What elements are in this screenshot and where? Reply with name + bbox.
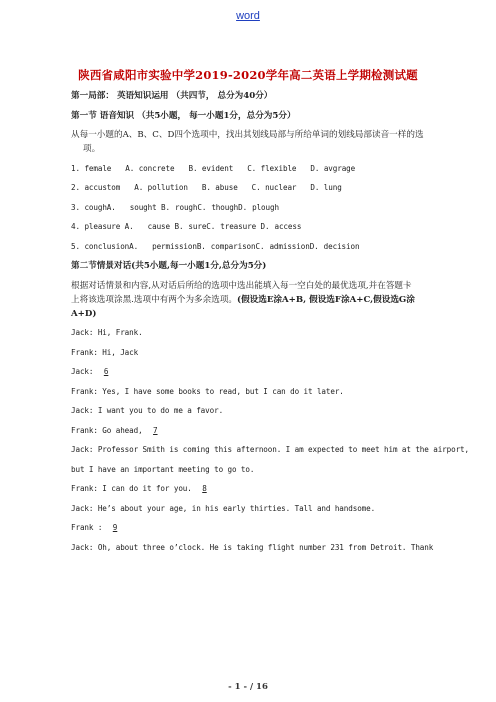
answer-option: D. lung xyxy=(310,183,342,192)
page-number: - 1 - / 16 xyxy=(228,682,268,692)
section2-instruction-cont xyxy=(71,294,433,306)
answer-option: sought B. xyxy=(129,202,170,212)
instruction-bold: (假设选E涂A+B, 假设选F涂A+C,假设选G涂 xyxy=(237,294,415,305)
dialogue-line xyxy=(71,464,433,476)
answer-option: B. evident xyxy=(188,163,234,173)
dialogue-text: but I have an important meeting to go to. xyxy=(71,464,255,474)
dialogue-line xyxy=(71,366,433,378)
section1-heading: 第一节 语音知识 （共5小题， 每一小题1分，总分为5分） xyxy=(71,110,296,121)
question-word: female xyxy=(84,163,112,173)
answer-option: C. flexible xyxy=(247,163,297,173)
part1-heading: 第一局部： 英语知识运用 （共四节， 总分为40分） xyxy=(71,91,273,101)
question-number: 3. xyxy=(71,202,80,212)
dialogue-line xyxy=(71,483,433,495)
dialogue-text: Jack: I want you to do me a favor. xyxy=(71,406,224,415)
answer-option: admissionD. xyxy=(269,241,319,251)
dialogue-line xyxy=(71,542,433,554)
phonetics-question xyxy=(71,241,433,253)
dialogue-line xyxy=(71,386,433,398)
dialogue-text: Frank: I can do it for you. xyxy=(71,484,192,493)
question-number: 1. xyxy=(71,163,80,173)
answer-option: roughC. xyxy=(175,202,207,212)
dialogue-text: Jack: Hi, Frank. xyxy=(71,328,143,337)
dialogue-line xyxy=(71,503,433,515)
instruction-plain: 上将该选项涂黑.选项中有两个为多余选项。 xyxy=(71,294,238,305)
dialogue-line xyxy=(71,444,469,456)
phonetics-question xyxy=(71,221,433,233)
dialogue-text: Frank : xyxy=(71,523,103,532)
section2-heading: 第二节情景对话(共5小题,每一小题1分,总分为5分) xyxy=(71,261,267,271)
dialogue-line xyxy=(71,327,433,339)
question-number: 5. xyxy=(71,241,80,251)
answer-option: treasure D. xyxy=(220,222,270,231)
answer-option: C. nuclear xyxy=(251,183,297,192)
question-word: conclusionA. xyxy=(84,241,139,251)
question-number: 2. xyxy=(71,183,80,192)
dialogue-text: Frank: Go ahead, xyxy=(71,425,143,435)
page-header-link[interactable]: word xyxy=(236,10,260,22)
question-word: coughA. xyxy=(84,202,116,212)
answer-option: B. abuse xyxy=(201,183,238,192)
phonetics-question xyxy=(71,182,433,194)
answer-option: thoughD. xyxy=(211,202,248,212)
dialogue-text: Frank: Yes, I have some books to read, but I can do it later. xyxy=(71,386,344,396)
dialogue-line xyxy=(71,405,433,417)
phonetics-question xyxy=(71,163,433,175)
dialogue-text: Frank: Hi, Jack xyxy=(71,347,139,357)
answer-option: A. concrete xyxy=(125,163,175,173)
answer-blank: 8 xyxy=(202,484,207,493)
document-body xyxy=(71,90,469,561)
dialogue xyxy=(71,327,469,554)
dialogue-text: Jack: He’s about your age, in his early thirties. Tall and handsome. xyxy=(71,503,376,513)
dialogue-text: Jack: Oh, about three o’clock. He is taking flight number 231 from Detroit. Thank xyxy=(71,542,434,552)
answer-option: plough xyxy=(252,202,279,212)
question-word: pleasure A. xyxy=(84,222,134,231)
section1-instruction: 从每一小题的A、B、C、D四个选项中，找出其划线局部与所给单词的划线局部读音一样的选 xyxy=(71,130,424,140)
dialogue-line xyxy=(71,425,433,437)
document-title: 陕西省咸阳市实验中学2019-2020学年高二英语上学期检测试题 xyxy=(78,68,418,82)
dialogue-line xyxy=(71,522,433,534)
phonetics-list xyxy=(71,163,433,253)
dialogue-text: Jack: xyxy=(71,367,94,376)
answer-blank: 6 xyxy=(103,367,109,376)
section1-instruction-cont: 项。 xyxy=(83,144,101,154)
answer-option: D. avgrage xyxy=(310,163,356,173)
answer-option: sureC. xyxy=(188,222,216,231)
section2-instruction: 根据对话情景和内容,从对话后所给的选项中选出能填入每一空白处的最优选项,并在答题卡 xyxy=(71,280,412,291)
phonetics-question xyxy=(71,202,433,214)
answer-option: cause B. xyxy=(147,222,184,231)
dialogue-text: Jack: Professor Smith is coming this afternoon. I am expected to meet him at the airport, xyxy=(71,445,469,454)
answer-option: comparisonC. xyxy=(210,241,265,251)
question-number: 4. xyxy=(71,222,80,231)
answer-option: decision xyxy=(323,241,360,251)
answer-option: access xyxy=(274,222,302,231)
section2-instruction-end: A+D) xyxy=(71,308,97,319)
answer-option: permissionB. xyxy=(152,241,206,251)
answer-blank: 9 xyxy=(112,523,118,532)
answer-option: A. pollution xyxy=(134,183,188,192)
question-word: accustom xyxy=(84,183,121,192)
answer-blank: 7 xyxy=(153,425,158,435)
dialogue-line xyxy=(71,347,433,359)
